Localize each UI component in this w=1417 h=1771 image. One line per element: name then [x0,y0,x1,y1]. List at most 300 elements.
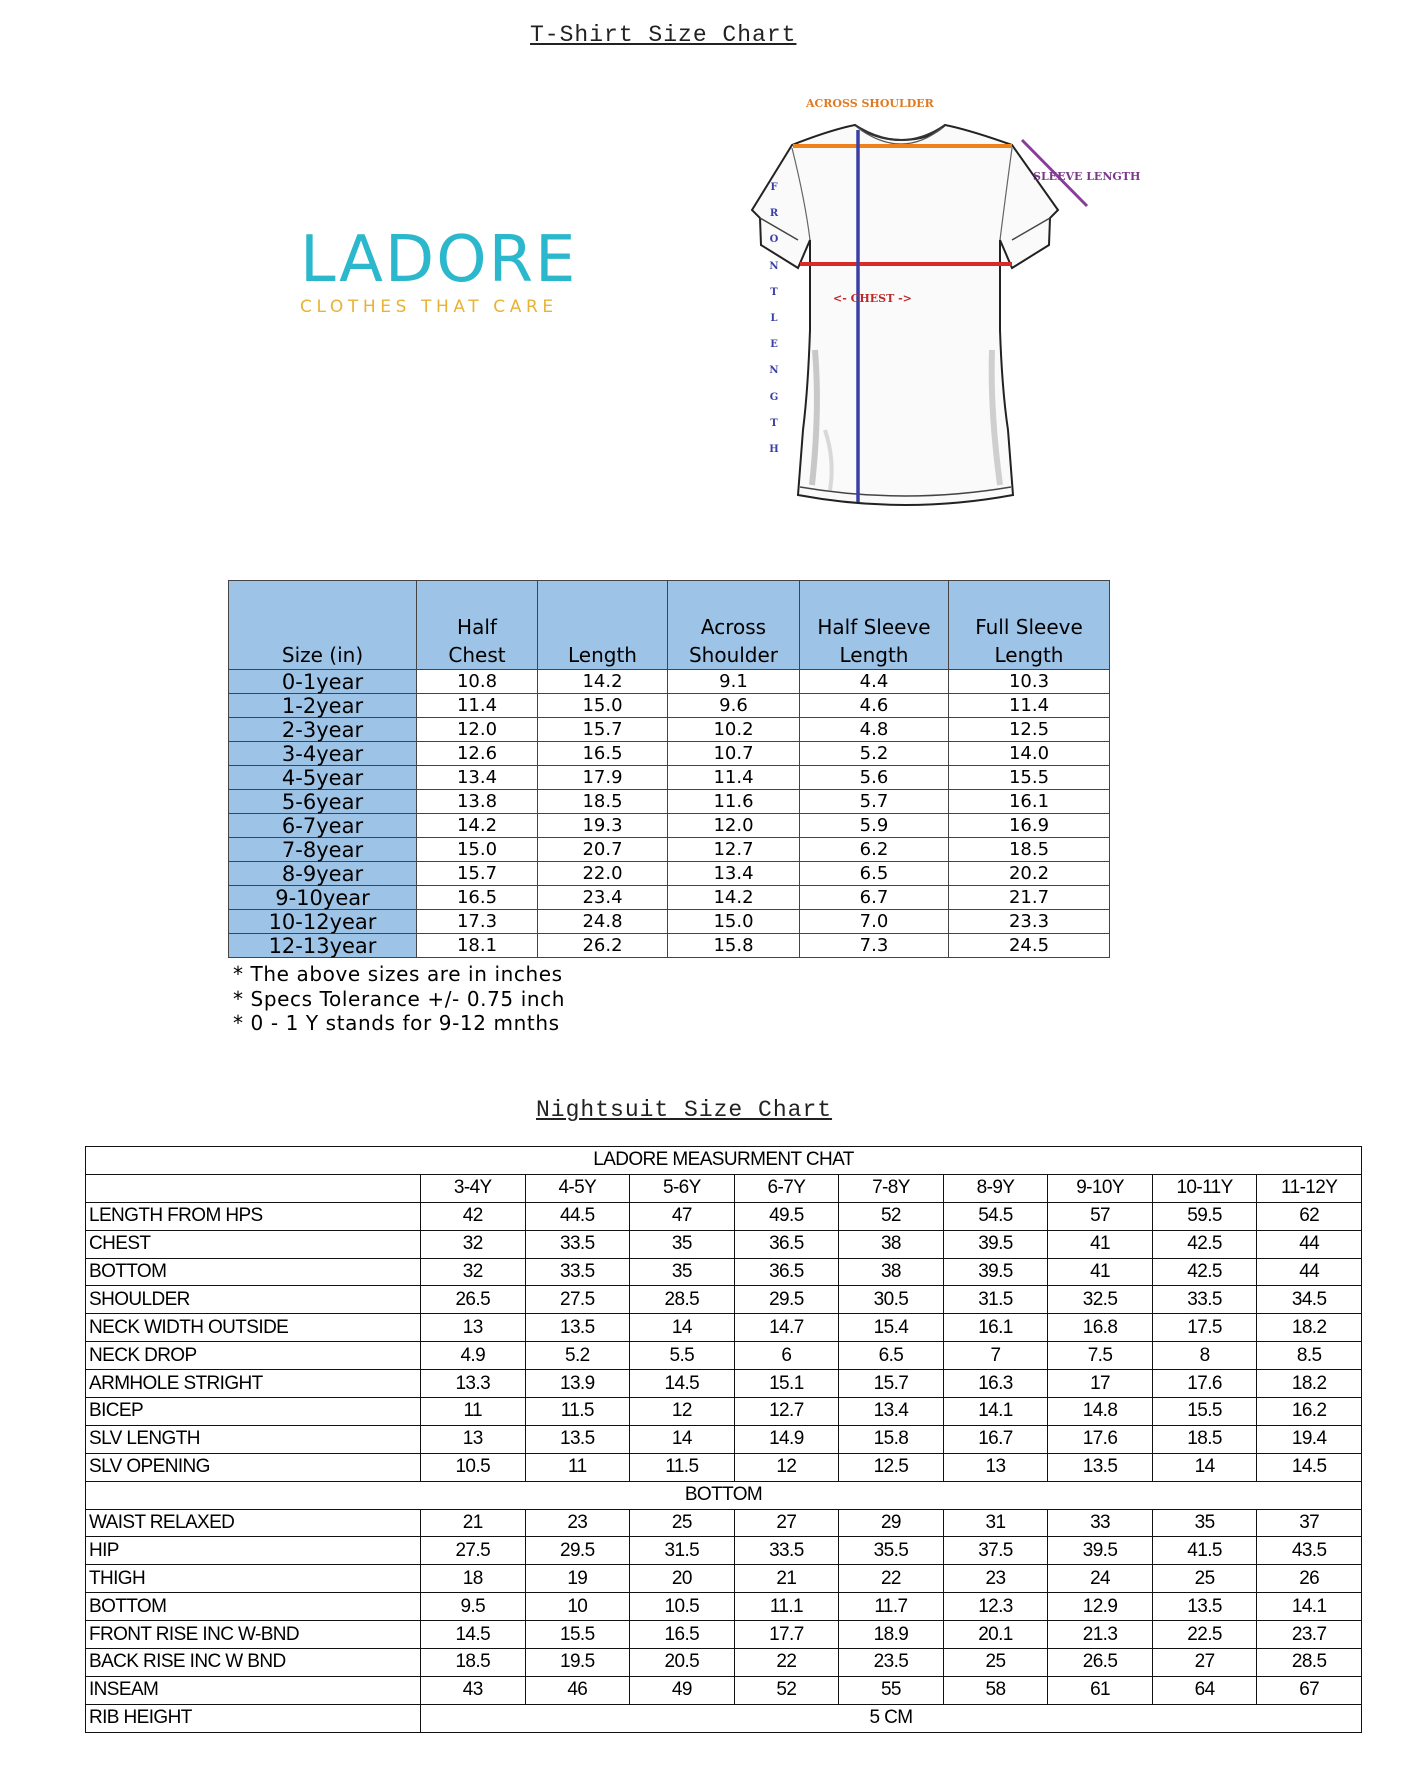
measurement-cell: 5.2 [800,742,949,766]
measurement-cell: 67 [1257,1676,1362,1704]
measurement-cell: 26.5 [420,1286,525,1314]
table-row [86,1258,1362,1286]
measurement-cell: 36.5 [734,1230,839,1258]
measurement-cell: 15.5 [1152,1398,1257,1426]
measurement-cell: 4.4 [800,670,949,694]
measurement-cell: 25 [630,1509,735,1537]
rib-height-value: 5 CM [420,1704,1361,1732]
measurement-cell: 35.5 [839,1537,944,1565]
measurement-cell: 44 [1257,1230,1362,1258]
measurement-cell: 5.5 [630,1342,735,1370]
size-header-cell: 6-7Y [734,1174,839,1202]
measurement-cell: 16.7 [943,1425,1048,1453]
header-half-chest: Half Chest [417,581,538,670]
measurement-cell: 39.5 [943,1258,1048,1286]
measurement-cell: 54.5 [943,1202,1048,1230]
measurement-label: BOTTOM [86,1593,421,1621]
measurement-label: ARMHOLE STRIGHT [86,1370,421,1398]
table-row [229,814,1110,838]
table-row [229,838,1110,862]
measurement-cell: 18.5 [1152,1425,1257,1453]
front-length-letter: T [770,417,778,429]
front-length-letter: O [769,234,779,246]
measurement-cell: 30.5 [839,1286,944,1314]
measurement-cell: 9.1 [668,670,800,694]
measurement-cell: 64 [1152,1676,1257,1704]
logo-wordmark: LADORE [300,223,578,297]
note-age-range: * 0 - 1 Y stands for 9-12 mnths [233,1011,560,1035]
measurement-cell: 47 [630,1202,735,1230]
measurement-cell: 13.4 [839,1398,944,1426]
measurement-cell: 31 [943,1509,1048,1537]
measurement-cell: 22 [839,1565,944,1593]
measurement-cell: 14.1 [1257,1593,1362,1621]
measurement-cell: 12 [734,1453,839,1481]
table-row [86,1370,1362,1398]
measurement-cell: 17.7 [734,1621,839,1649]
measurement-cell: 5.7 [800,790,949,814]
size-notes [233,962,565,1036]
measurement-cell: 23 [525,1509,630,1537]
measurement-cell: 13.5 [1152,1593,1257,1621]
measurement-label: THIGH [86,1565,421,1593]
table-row [86,1453,1362,1481]
measurement-cell: 16.9 [949,814,1110,838]
measurement-cell: 12.6 [417,742,538,766]
measurement-cell: 13.9 [525,1370,630,1398]
size-cell: 6-7year [229,814,417,838]
table-row [229,670,1110,694]
measurement-cell: 10.2 [668,718,800,742]
table-row [229,718,1110,742]
measurement-cell: 35 [630,1258,735,1286]
measurement-cell: 39.5 [943,1230,1048,1258]
measurement-cell: 13 [420,1314,525,1342]
rib-height-label: RIB HEIGHT [86,1704,421,1732]
measurement-cell: 16.1 [943,1314,1048,1342]
measurement-cell: 13.4 [417,766,538,790]
size-cell: 2-3year [229,718,417,742]
measurement-cell: 12.0 [668,814,800,838]
measurement-cell: 15.0 [668,910,800,934]
measurement-label: SLV OPENING [86,1453,421,1481]
measurement-cell: 4.9 [420,1342,525,1370]
front-length-letter: H [769,444,779,456]
measurement-cell: 6.5 [839,1342,944,1370]
measurement-cell: 31.5 [630,1537,735,1565]
measurement-cell: 33.5 [734,1537,839,1565]
note-inches: * The above sizes are in inches [233,962,563,986]
measurement-cell: 33.5 [1152,1286,1257,1314]
measurement-cell: 21 [734,1565,839,1593]
measurement-cell: 16.2 [1257,1398,1362,1426]
measurement-cell: 33.5 [525,1258,630,1286]
logo-tagline: CLOTHES THAT CARE [300,297,558,317]
measurement-cell: 14.5 [1257,1453,1362,1481]
size-cell: 12-13year [229,934,417,958]
front-length-letter: L [770,313,778,325]
size-cell: 0-1year [229,670,417,694]
measurement-cell: 17.9 [538,766,668,790]
measurement-cell: 35 [1152,1509,1257,1537]
measurement-cell: 59.5 [1152,1202,1257,1230]
measurement-cell: 10.8 [417,670,538,694]
measurement-cell: 4.8 [800,718,949,742]
measurement-cell: 41 [1048,1258,1153,1286]
measurement-cell: 37.5 [943,1537,1048,1565]
measurement-cell: 11.7 [839,1593,944,1621]
measurement-cell: 8.5 [1257,1342,1362,1370]
table-row [229,694,1110,718]
measurement-cell: 16.5 [417,886,538,910]
measurement-cell: 14.1 [943,1398,1048,1426]
measurement-cell: 6 [734,1342,839,1370]
nightsuit-size-chart-heading: Nightsuit Size Chart [536,1097,833,1123]
measurement-cell: 7 [943,1342,1048,1370]
measurement-cell: 17.5 [1152,1314,1257,1342]
measurement-cell: 49 [630,1676,735,1704]
tshirt-outline-icon [640,90,1160,540]
measurement-cell: 13 [943,1453,1048,1481]
measurement-cell: 12.7 [734,1398,839,1426]
size-cell: 1-2year [229,694,417,718]
table-row [229,886,1110,910]
measurement-cell: 13.3 [420,1370,525,1398]
table-row [229,742,1110,766]
measurement-cell: 16.3 [943,1370,1048,1398]
measurement-cell: 6.5 [800,862,949,886]
measurement-cell: 6.2 [800,838,949,862]
measurement-cell: 14.8 [1048,1398,1153,1426]
measurement-cell: 41.5 [1152,1537,1257,1565]
measurement-cell: 10.5 [630,1593,735,1621]
measurement-cell: 27.5 [420,1537,525,1565]
measurement-cell: 11.6 [668,790,800,814]
measurement-cell: 14.2 [417,814,538,838]
table-row [86,1621,1362,1649]
measurement-label: NECK WIDTH OUTSIDE [86,1314,421,1342]
header-across-shoulder: Across Shoulder [668,581,800,670]
measurement-cell: 14.0 [949,742,1110,766]
tshirt-table-header-row [229,581,1110,670]
table-row [86,1593,1362,1621]
measurement-label: SHOULDER [86,1286,421,1314]
measurement-cell: 19.3 [538,814,668,838]
measurement-cell: 44.5 [525,1202,630,1230]
measurement-cell: 23.4 [538,886,668,910]
size-header-cell: 10-11Y [1152,1174,1257,1202]
measurement-cell: 7.3 [800,934,949,958]
measurement-cell: 18.9 [839,1621,944,1649]
measurement-cell: 13.4 [668,862,800,886]
measurement-cell: 5.9 [800,814,949,838]
nightsuit-table-title: LADORE MEASURMENT CHAT [86,1147,1362,1175]
measurement-cell: 13.5 [525,1314,630,1342]
measurement-cell: 36.5 [734,1258,839,1286]
measurement-cell: 16.8 [1048,1314,1153,1342]
measurement-cell: 38 [839,1258,944,1286]
measurement-label: BICEP [86,1398,421,1426]
measurement-cell: 22 [734,1649,839,1677]
size-cell: 10-12year [229,910,417,934]
measurement-cell: 16.5 [630,1621,735,1649]
measurement-cell: 17.6 [1048,1425,1153,1453]
measurement-cell: 14.7 [734,1314,839,1342]
measurement-cell: 22.0 [538,862,668,886]
across-shoulder-label: ACROSS SHOULDER [806,97,934,110]
measurement-cell: 18.2 [1257,1314,1362,1342]
measurement-cell: 33.5 [525,1230,630,1258]
measurement-cell: 12.3 [943,1593,1048,1621]
size-header-cell: 7-8Y [839,1174,944,1202]
tshirt-measurement-diagram [640,90,1160,540]
table-row [86,1425,1362,1453]
size-cell: 5-6year [229,790,417,814]
measurement-cell: 42.5 [1152,1258,1257,1286]
measurement-label: SLV LENGTH [86,1425,421,1453]
measurement-cell: 17.3 [417,910,538,934]
table-row [229,766,1110,790]
measurement-cell: 4.6 [800,694,949,718]
measurement-cell: 15.7 [538,718,668,742]
table-row [86,1342,1362,1370]
measurement-cell: 13.5 [525,1425,630,1453]
measurement-label: LENGTH FROM HPS [86,1202,421,1230]
measurement-cell: 11.1 [734,1593,839,1621]
measurement-cell: 23.7 [1257,1621,1362,1649]
measurement-cell: 14.9 [734,1425,839,1453]
table-row [86,1230,1362,1258]
size-cell: 4-5year [229,766,417,790]
measurement-cell: 15.4 [839,1314,944,1342]
header-full-sleeve-length: Full Sleeve Length [949,581,1110,670]
measurement-cell: 33 [1048,1509,1153,1537]
measurement-cell: 12.5 [949,718,1110,742]
measurement-cell: 29 [839,1509,944,1537]
table-row [86,1509,1362,1537]
measurement-cell: 14 [1152,1453,1257,1481]
measurement-cell: 32 [420,1230,525,1258]
front-length-letter: N [769,260,779,272]
measurement-cell: 10.5 [420,1453,525,1481]
measurement-cell: 15.1 [734,1370,839,1398]
measurement-cell: 16.5 [538,742,668,766]
table-row [86,1398,1362,1426]
measurement-cell: 7.5 [1048,1342,1153,1370]
measurement-cell: 5.2 [525,1342,630,1370]
bottom-section-row [86,1481,1362,1509]
measurement-cell: 23.3 [949,910,1110,934]
measurement-label: BACK RISE INC W BND [86,1649,421,1677]
measurement-cell: 15.8 [839,1425,944,1453]
measurement-cell: 21.3 [1048,1621,1153,1649]
measurement-label: CHEST [86,1230,421,1258]
measurement-cell: 20.7 [538,838,668,862]
measurement-cell: 18.5 [949,838,1110,862]
measurement-cell: 20.5 [630,1649,735,1677]
table-row [86,1649,1362,1677]
size-header-cell: 8-9Y [943,1174,1048,1202]
table-row [86,1202,1362,1230]
measurement-cell: 35 [630,1230,735,1258]
measurement-cell: 24 [1048,1565,1153,1593]
empty-label-cell [86,1174,421,1202]
measurement-cell: 44 [1257,1258,1362,1286]
front-length-letter: E [770,339,778,351]
note-tolerance: * Specs Tolerance +/- 0.75 inch [233,986,566,1011]
table-row [229,862,1110,886]
measurement-cell: 12 [630,1398,735,1426]
table-row [229,934,1110,958]
measurement-cell: 15.0 [417,838,538,862]
ladore-logo [300,225,590,317]
measurement-cell: 15.7 [839,1370,944,1398]
nightsuit-title-row [86,1147,1362,1175]
front-length-letter: G [769,391,779,403]
measurement-cell: 15.0 [538,694,668,718]
measurement-cell: 21 [420,1509,525,1537]
measurement-cell: 7.0 [800,910,949,934]
chest-label: <- CHEST -> [833,292,912,305]
measurement-cell: 26.2 [538,934,668,958]
front-length-label [766,175,782,463]
measurement-cell: 26 [1257,1565,1362,1593]
table-row [86,1286,1362,1314]
measurement-cell: 37 [1257,1509,1362,1537]
measurement-cell: 62 [1257,1202,1362,1230]
measurement-cell: 9.5 [420,1593,525,1621]
measurement-cell: 61 [1048,1676,1153,1704]
measurement-cell: 27.5 [525,1286,630,1314]
measurement-cell: 31.5 [943,1286,1048,1314]
measurement-cell: 19 [525,1565,630,1593]
size-header-cell: 3-4Y [420,1174,525,1202]
tshirt-size-chart-heading: T-Shirt Size Chart [530,22,797,48]
measurement-cell: 13.5 [1048,1453,1153,1481]
table-row [86,1314,1362,1342]
measurement-cell: 58 [943,1676,1048,1704]
measurement-cell: 15.5 [949,766,1110,790]
measurement-cell: 34.5 [1257,1286,1362,1314]
measurement-cell: 43 [420,1676,525,1704]
table-row [86,1676,1362,1704]
measurement-cell: 52 [839,1202,944,1230]
measurement-cell: 46 [525,1676,630,1704]
sleeve-length-label: SLEEVE LENGTH [1033,170,1141,183]
size-cell: 7-8year [229,838,417,862]
measurement-cell: 11.5 [630,1453,735,1481]
measurement-cell: 12.9 [1048,1593,1153,1621]
measurement-cell: 10.7 [668,742,800,766]
measurement-label: HIP [86,1537,421,1565]
measurement-cell: 43.5 [1257,1537,1362,1565]
measurement-cell: 19.5 [525,1649,630,1677]
front-length-letter: R [769,208,779,220]
measurement-cell: 8 [1152,1342,1257,1370]
size-header-cell: 11-12Y [1257,1174,1362,1202]
header-half-sleeve-length: Half Sleeve Length [800,581,949,670]
measurement-cell: 38 [839,1230,944,1258]
measurement-cell: 57 [1048,1202,1153,1230]
measurement-cell: 18 [420,1565,525,1593]
measurement-cell: 15.5 [525,1621,630,1649]
front-length-letter: T [770,286,778,298]
measurement-cell: 29.5 [525,1537,630,1565]
table-row [86,1537,1362,1565]
measurement-cell: 15.7 [417,862,538,886]
measurement-cell: 23.5 [839,1649,944,1677]
front-length-letter: N [769,365,779,377]
measurement-cell: 14.5 [420,1621,525,1649]
measurement-cell: 5.6 [800,766,949,790]
measurement-cell: 49.5 [734,1202,839,1230]
measurement-cell: 20.2 [949,862,1110,886]
size-header-cell: 9-10Y [1048,1174,1153,1202]
measurement-cell: 18.5 [420,1649,525,1677]
rib-height-row [86,1704,1362,1732]
measurement-cell: 12.5 [839,1453,944,1481]
header-size: Size (in) [229,581,417,670]
measurement-label: NECK DROP [86,1342,421,1370]
measurement-cell: 17 [1048,1370,1153,1398]
measurement-cell: 32 [420,1258,525,1286]
measurement-label: FRONT RISE INC W-BND [86,1621,421,1649]
measurement-label: INSEAM [86,1676,421,1704]
table-row [229,790,1110,814]
measurement-cell: 26.5 [1048,1649,1153,1677]
measurement-cell: 11.4 [668,766,800,790]
measurement-cell: 25 [943,1649,1048,1677]
measurement-cell: 41 [1048,1230,1153,1258]
nightsuit-measurement-table [85,1146,1362,1733]
measurement-cell: 18.1 [417,934,538,958]
measurement-cell: 14.2 [668,886,800,910]
measurement-cell: 10.3 [949,670,1110,694]
measurement-cell: 32.5 [1048,1286,1153,1314]
nightsuit-sizes-row [86,1174,1362,1202]
measurement-cell: 14 [630,1425,735,1453]
measurement-cell: 11 [420,1398,525,1426]
measurement-cell: 27 [734,1509,839,1537]
measurement-cell: 28.5 [630,1286,735,1314]
measurement-cell: 15.8 [668,934,800,958]
size-header-cell: 4-5Y [525,1174,630,1202]
measurement-cell: 24.5 [949,934,1110,958]
measurement-cell: 24.8 [538,910,668,934]
header-length: Length [538,581,668,670]
table-row [229,910,1110,934]
measurement-cell: 39.5 [1048,1537,1153,1565]
measurement-cell: 18.5 [538,790,668,814]
measurement-cell: 14.5 [630,1370,735,1398]
measurement-cell: 29.5 [734,1286,839,1314]
measurement-cell: 18.2 [1257,1370,1362,1398]
measurement-cell: 42 [420,1202,525,1230]
measurement-cell: 42.5 [1152,1230,1257,1258]
measurement-cell: 10 [525,1593,630,1621]
tshirt-size-table [228,580,1110,958]
measurement-label: BOTTOM [86,1258,421,1286]
measurement-cell: 20 [630,1565,735,1593]
measurement-cell: 14 [630,1314,735,1342]
size-cell: 9-10year [229,886,417,910]
measurement-cell: 11.5 [525,1398,630,1426]
front-length-letter: F [770,182,778,193]
measurement-cell: 17.6 [1152,1370,1257,1398]
measurement-label: WAIST RELAXED [86,1509,421,1537]
bottom-section-title: BOTTOM [86,1481,1362,1509]
measurement-cell: 21.7 [949,886,1110,910]
